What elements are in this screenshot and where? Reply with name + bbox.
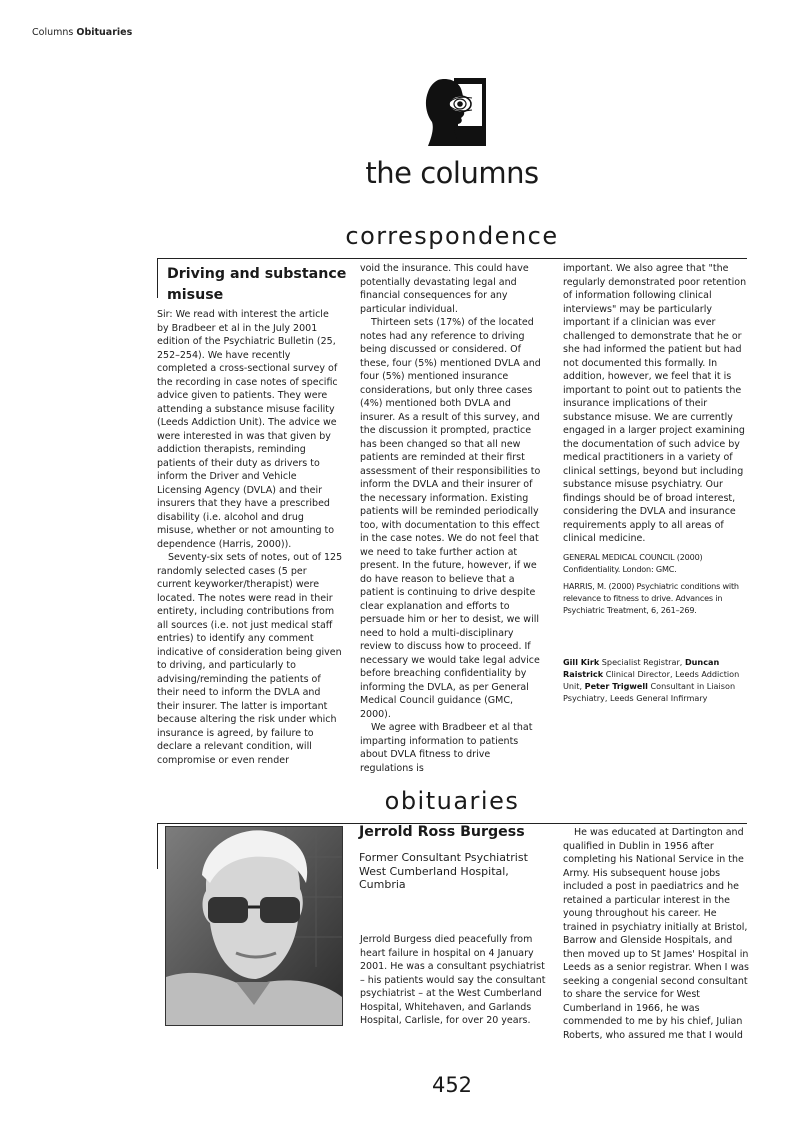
head-profile-logo-icon	[424, 78, 488, 146]
correspondence-left-rule	[157, 258, 158, 298]
obituary-left-rule	[157, 823, 158, 869]
portrait-icon	[166, 827, 342, 1025]
obituary-subtitle-line: Former Consultant Psychiatrist	[359, 851, 528, 864]
references	[563, 551, 749, 621]
running-head-subsection: Obituaries	[76, 27, 133, 38]
author-role: Consultant in Liaison Psychiatry, Leeds General Infirmary	[563, 681, 736, 703]
letter-paragraph: Thirteen sets (17%) of the located notes had any reference to driving being discussed or considered. Of these, four (5%) mentioned DVLA and four (5%) mentioned insurance considerations, but only three cases (4%) mentioned both DVLA and insurer. As a result of this survey, and the discussion it prompted, practice has been changed so that all new patients are reminded at their first assessment of their responsibilities to inform the DVLA and their insurer of the necessary information. Existing patients will be reminded periodically too, with documentation to this effect in the case notes. We do not feel that we need to take further action at present. In the future, however, if we do have reason to believe that a patient is continuing to drive despite clear explanation and efforts to persuade him or her to desist, we will need to hold a multi-disciplinary review to discuss how to proceed. If necessary we would take legal advice before breaching confidentiality by informing the DVLA, as per General Medical Council guidance (GMC, 2000).	[360, 317, 541, 720]
obituary-subtitle-line: Cumbria	[359, 878, 406, 891]
columns-logo	[424, 78, 488, 146]
correspondence-column-2	[360, 262, 546, 775]
author-role: Specialist Registrar,	[601, 657, 683, 667]
reference-item: GENERAL MEDICAL COUNCIL (2000) Confidentiality. London: GMC.	[563, 552, 703, 574]
running-head	[32, 27, 132, 38]
author-name: Duncan Raistrick	[563, 657, 720, 679]
obituaries-heading: obituaries	[384, 787, 520, 815]
obituary-column-3	[563, 826, 751, 1042]
author-name: Gill Kirk	[563, 657, 600, 667]
running-head-section: Columns	[32, 27, 74, 38]
page-number: 452	[431, 1073, 473, 1097]
letter-paragraph: important. We also agree that "the regularly demonstrated poor retention of information following clinical interviews" may be particularly important if a clinician was ever challenged to demonstrate that he or she had informed the patient but had not documented this formally. In addition, however, we feel that it is important to point out to patients the insurance implications of their substance misuse. We are currently engaged in a larger project examining the documentation of such advice by medical practitioners in a variety of clinical settings, beyond but including substance misuse psychiatry. Our findings should be of broad interest, considering the DVLA and insurance requirements apply to all areas of clinical medicine.	[563, 263, 747, 544]
obituary-subtitle	[359, 851, 549, 892]
obituary-name: Jerrold Ross Burgess	[359, 824, 525, 840]
obituary-subtitle-line: West Cumberland Hospital,	[359, 864, 509, 878]
correspondence-column-1	[157, 308, 343, 767]
letter-paragraph: We agree with Bradbeer et al that imparting information to patients about DVLA fitness to drive regulations is	[360, 722, 533, 774]
letter-paragraph: Seventy-six sets of notes, out of 125 randomly selected cases (5 per current keyworker/therapist) were located. The notes were read in their entirety, including contributions from all sources (i.e. not just medical staff entries) to identify any comment indicative of consideration being given to driving, and particularly to advising/reminding the patients of their need to inform the DVLA and their insurer. The latter is important because altering the risk under which insurance is agreed, by failure to declare a relevant condition, will compromise or even render	[157, 552, 343, 766]
obituary-column-2	[360, 933, 548, 1028]
obituary-paragraph: He was educated at Dartington and qualified in Dublin in 1956 after completing his National Service in the Army. His subsequent house jobs included a post in paediatrics and he retained a particular interest in the young throughout his career. He trained in psychiatry initially at Bristol, Barrow and Glenside Hospitals, and then moved up to St James' Hospital in Leeds as a senior registrar. When I was seeking a congenial second consultant to share the service for West Cumberland in 1966, he was commended to me by his chief, Julian Roberts, who assured me that I would	[563, 827, 749, 1041]
author-name: Peter Trigwell	[584, 681, 648, 691]
page-title: the columns	[365, 156, 539, 190]
obituary-portrait-photo	[165, 826, 343, 1026]
correspondence-heading: correspondence	[345, 222, 559, 250]
correspondence-top-rule	[157, 258, 747, 259]
author-signature	[563, 656, 749, 704]
obituary-paragraph: Jerrold Burgess died peacefully from heart failure in hospital on 4 January 2001. He was a consultant psychiatrist – his patients would say the consultant psychiatrist – at the West Cumberland Hospital, Whitehaven, and Garlands Hospital, Carlisle, for over 20 years.	[360, 934, 546, 1026]
article-title: Driving and substance misuse	[167, 266, 347, 303]
correspondence-column-3	[563, 262, 749, 546]
letter-paragraph: Sir: We read with interest the article by Bradbeer et al in the July 2001 edition of the Psychiatric Bulletin (25, 252–254). We have recently completed a cross-sectional survey of the recording in case notes of specific advice given to patients. They were attending a substance misuse facility (Leeds Addiction Unit). The advice we were interested in was that given by addiction therapists, reminding patients of their duty as drivers to inform the Driver and Vehicle Licensing Agency (DVLA) and their insurers that they have a prescribed disability (i.e. alcohol and drug misuse, whether or not amounting to dependence (Harris, 2000)).	[157, 309, 338, 550]
author-role: Clinical Director, Leeds Addiction Unit,	[563, 669, 740, 691]
letter-paragraph: void the insurance. This could have potentially devastating legal and financial consequences for any particular individual.	[360, 263, 529, 315]
reference-item: HARRIS, M. (2000) Psychiatric conditions with relevance to fitness to drive. Advances in Psychiatric Treatment, 6, 261–269.	[563, 581, 739, 615]
